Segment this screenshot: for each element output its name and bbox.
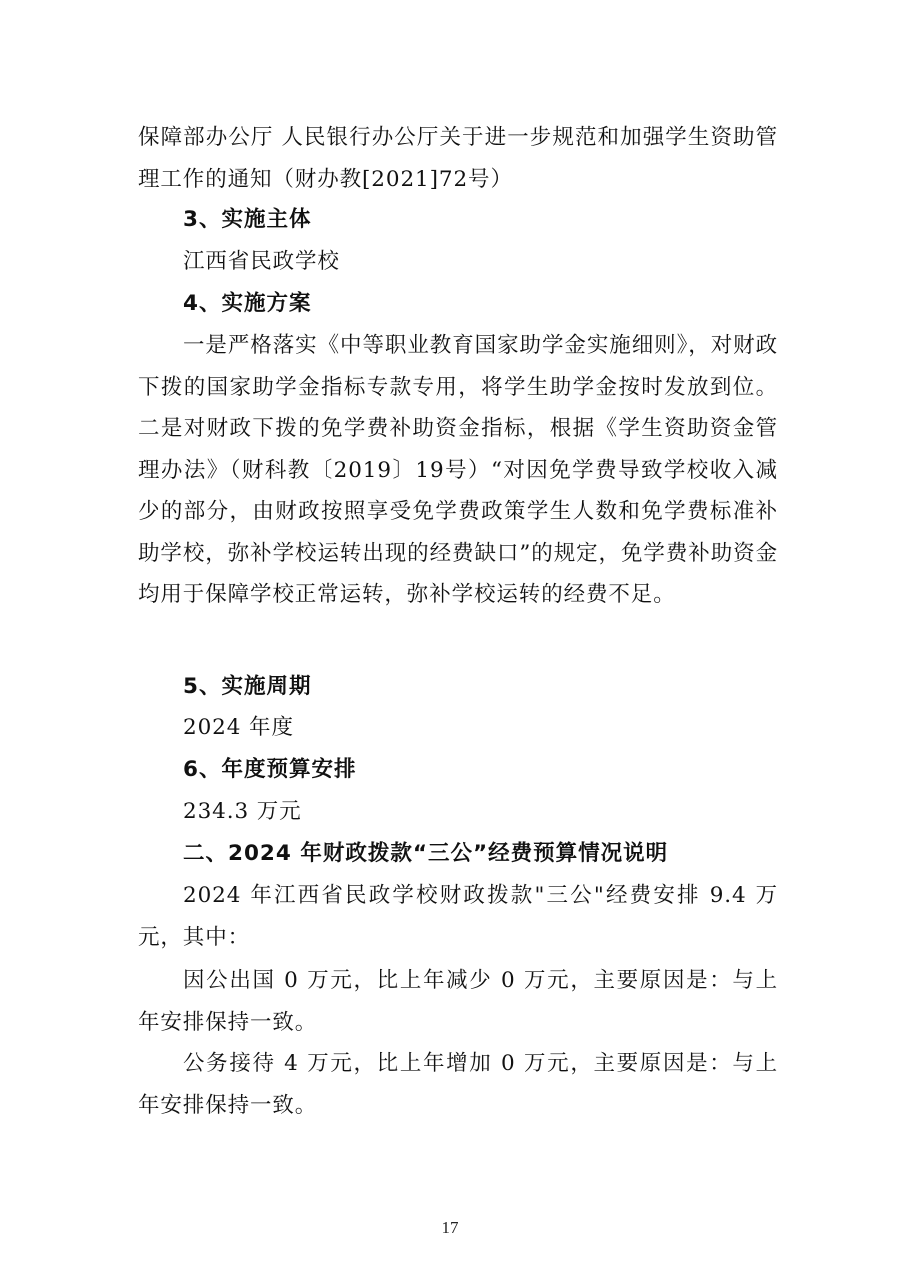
part-2-heading: 二、2024 年财政拨款“三公”经费预算情况说明	[183, 841, 669, 866]
section-3-heading: 3、实施主体	[183, 207, 312, 232]
section-5-body: 2024 年度	[183, 715, 294, 740]
section-6-body: 234.3 万元	[183, 799, 302, 824]
continuation-paragraph: 保障部办公厅 人民银行办公厅关于进一步规范和加强学生资助管理工作的通知（财办教[2021]72号）	[138, 125, 778, 192]
section-4-body: 一是严格落实《中等职业教育国家助学金实施细则》，对财政下拨的国家助学金指标专款专用，将学生助学金按时发放到位。二是对财政下拨的免学费补助资金指标，根据《学生资助资金管理办法》（财科教〔2019〕19号）“对因免学费导致学校收入减少的部分，由财政按照享受免学费政策学生人数和免学费标准补助学校，弥补学校运转出现的经费缺口”的规定，免学费补助资金均用于保障学校正常运转，弥补学校运转的经费不足。	[138, 333, 778, 607]
section-5-heading: 5、实施周期	[183, 674, 312, 699]
part-2-item-reception: 公务接待 4 万元，比上年增加 0 万元，主要原因是：与上年安排保持一致。	[138, 1051, 778, 1118]
section-6-heading: 6、年度预算安排	[183, 757, 357, 782]
section-3-body: 江西省民政学校	[183, 249, 340, 274]
page-number: 17	[441, 1218, 459, 1237]
part-2-item-overseas: 因公出国 0 万元，比上年减少 0 万元，主要原因是：与上年安排保持一致。	[138, 968, 778, 1035]
part-2-intro: 2024 年江西省民政学校财政拨款"三公"经费安排 9.4 万元，其中：	[138, 883, 778, 950]
section-4-heading: 4、实施方案	[183, 291, 312, 316]
